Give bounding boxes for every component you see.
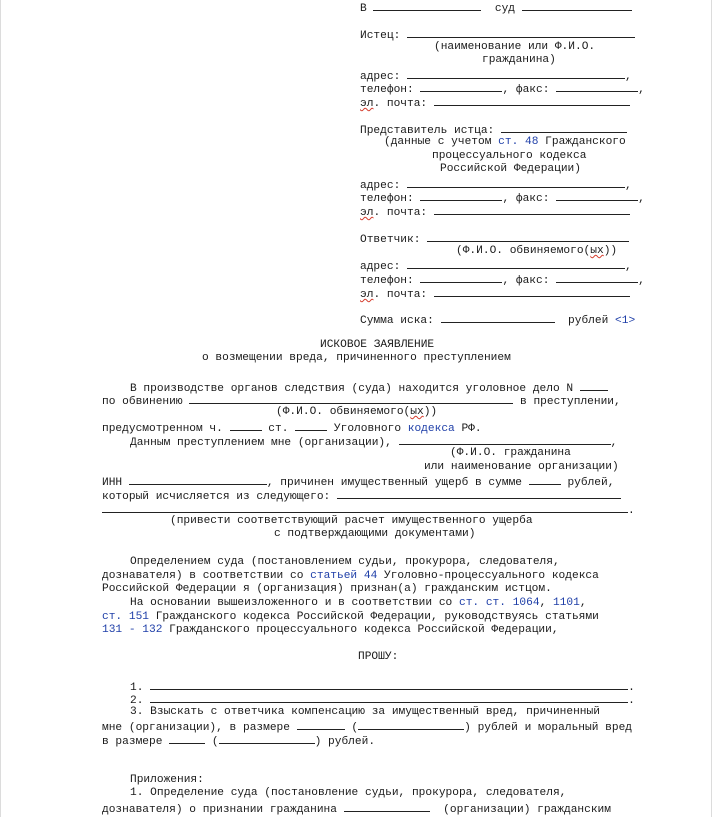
court-line: В суд	[360, 0, 632, 16]
request-item-1: 1. .	[130, 679, 635, 695]
representative-phone-fax: телефон: , факс: ,	[360, 190, 645, 206]
plaintiff-note: (наименование или Ф.И.О.	[434, 41, 596, 53]
plaintiff-phone-fax: телефон: , факс: ,	[360, 81, 645, 97]
defendant-line: Ответчик:	[360, 231, 629, 247]
paragraph-3-line-1: Определением суда (постановлением судьи, прокурора, следователя,	[130, 556, 560, 568]
document-subtitle: о возмещении вреда, причиненного преступлением	[202, 352, 511, 364]
plaintiff-note-2: гражданина)	[482, 54, 556, 66]
appendix-item-1-line-2: дознавателя) о признании гражданина (организации) гражданским	[102, 801, 611, 817]
plaintiff-address: адрес: ,	[360, 68, 632, 84]
link-art-151[interactable]: ст. 151	[102, 611, 149, 623]
defendant-note: (Ф.И.О. обвиняемого(ых))	[456, 245, 618, 257]
link-art-1064[interactable]: ст. ст. 1064	[458, 597, 540, 609]
representative-note-3: Российской Федерации)	[440, 163, 581, 175]
paragraph-2-blank-line: .	[102, 502, 635, 518]
representative-line: Представитель истца:	[360, 122, 627, 138]
representative-note: (данные с учетом ст. 48 Гражданского	[384, 136, 626, 148]
footnote-link[interactable]: <1>	[615, 315, 636, 327]
paragraph-2-line-1: Данным преступлением мне (организации), ,	[130, 434, 617, 450]
link-criminal-code[interactable]: кодекса	[407, 423, 455, 435]
paragraph-4-line-2: ст. 151 Гражданского кодекса Российской Федерации, руководствуясь статьями	[102, 611, 599, 623]
request-item-2: 2. .	[130, 692, 635, 708]
appendix-heading: Приложения:	[130, 774, 204, 786]
paragraph-1-note: (Ф.И.О. обвиняемого(ых))	[276, 406, 438, 418]
request-item-3-line-1: 3. Взыскать с ответчика компенсацию за имущественный вред, причиненный	[130, 706, 600, 718]
plaintiff-line: Истец:	[360, 27, 635, 43]
paragraph-3-line-3: Российской Федерации я (организация) признан(а) гражданским истцом.	[102, 583, 552, 595]
representative-note-2: процессуального кодекса	[432, 150, 587, 162]
paragraph-4-line-3: 131 - 132 Гражданского процессуального кодекса Российской Федерации,	[102, 624, 559, 636]
link-art-131-132[interactable]: 131 - 132	[102, 624, 163, 636]
request-heading: ПРОШУ:	[358, 651, 399, 663]
paragraph-1-line-1: В производстве органов следствия (суда) находится уголовное дело N	[130, 380, 608, 396]
paragraph-1-line-2: по обвинению в преступлении,	[102, 393, 621, 409]
defendant-phone-fax: телефон: , факс: ,	[360, 272, 645, 288]
representative-address: адрес: ,	[360, 177, 632, 193]
request-item-3-line-2: мне (организации), в размере ( ) рублей и моральный вред	[102, 719, 632, 735]
document-title: ИСКОВОЕ ЗАЯВЛЕНИЕ	[320, 339, 435, 351]
appendix-item-1-line-1: 1. Определение суда (постановление судьи, прокурора, следователя,	[130, 787, 567, 799]
paragraph-4-line-1: На основании вышеизложенного и в соответствии со ст. ст. 1064, 1101,	[130, 597, 587, 609]
paragraph-2-inn-line: ИНН , причинен имущественный ущерб в сумме рублей,	[102, 474, 614, 490]
paragraph-2-note-4: с подтверждающими документами)	[274, 528, 476, 540]
paragraph-2-note-3: (привести соответствующий расчет имущественного ущерба	[170, 515, 533, 527]
paragraph-2-note-1: (Ф.И.О. гражданина	[450, 447, 571, 459]
paragraph-3-line-2: дознавателя) в соответствии со статьей 44 Уголовно-процессуального кодекса	[102, 570, 599, 582]
claim-sum-line: Сумма иска: рублей <1>	[360, 312, 635, 328]
request-item-3-line-3: в размере ( ) рублей.	[102, 733, 375, 749]
paragraph-2-note-2: или наименование организации)	[424, 461, 619, 473]
link-art-1101[interactable]: 1101	[553, 597, 580, 609]
plaintiff-email: эл. почта:	[360, 95, 630, 111]
defendant-email: эл. почта:	[360, 286, 630, 302]
representative-email: эл. почта:	[360, 204, 630, 220]
link-article-44[interactable]: статьей 44	[310, 570, 378, 582]
paragraph-2-line-5: который исчисляется из следующего:	[102, 488, 621, 504]
defendant-address: адрес: ,	[360, 258, 632, 274]
link-art-48[interactable]: ст. 48	[498, 136, 539, 148]
paragraph-1-line-4: предусмотренном ч. ст. Уголовного кодекса РФ.	[102, 420, 482, 436]
